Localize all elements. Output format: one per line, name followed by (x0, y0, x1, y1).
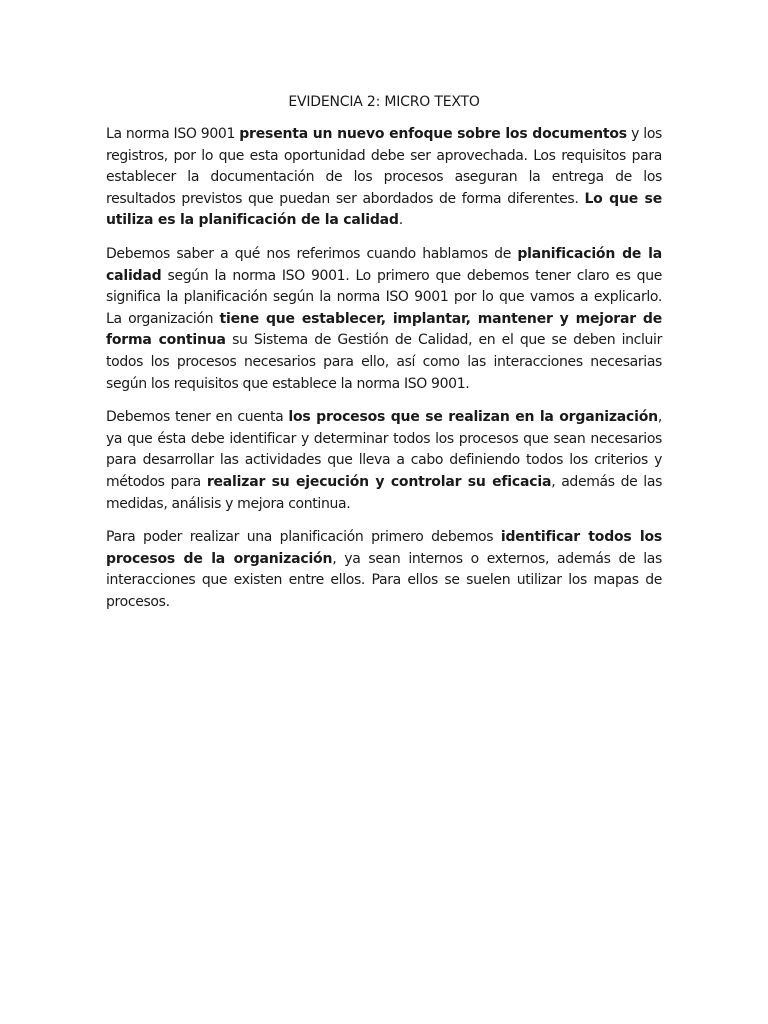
bold-text-segment: realizar su ejecución y controlar su eficacia (206, 473, 552, 490)
bold-text-segment: Lo que se utiliza es la planificación de la calidad (106, 190, 662, 229)
text-segment: Debemos tener en cuenta (106, 409, 289, 426)
text-segment: , ya que ésta debe identificar y determinar todos los procesos que sean necesarios para desarrollar las actividades que lleva a cabo definiendo todos los criterios y métodos para (106, 409, 663, 490)
bold-text-segment: presenta un nuevo enfoque sobre los documentos (239, 126, 627, 142)
bold-text-segment: identificar todos los procesos de la organización (106, 529, 662, 567)
paragraph-3 (106, 407, 662, 515)
text-segment: Debemos saber a qué nos referimos cuando hablamos de (106, 245, 518, 262)
paragraph-1 (106, 124, 662, 232)
text-segment: , además de las medidas, análisis y mejora continua. (106, 473, 663, 512)
document-title: EVIDENCIA 2: MICRO TEXTO (288, 94, 480, 110)
document-page (106, 92, 662, 625)
paragraph-2 (106, 244, 662, 395)
text-segment: . (398, 212, 403, 229)
bold-text-segment: los procesos que se realizan en la organización (288, 409, 658, 426)
text-segment: según la norma ISO 9001. Lo primero que debemos tener claro es que significa la planificación según la norma ISO 9001 por lo que vamos a explicarlo. La organización (106, 267, 662, 327)
text-segment: Para poder realizar una planificación primero debemos (106, 529, 501, 546)
bold-text-segment: planificación de la calidad (106, 245, 663, 284)
text-segment: La norma ISO 9001 (106, 126, 240, 142)
paragraph-4 (106, 527, 662, 613)
text-segment: y los registros, por lo que esta oportunidad debe ser aprovechada. Los requisitos para establecer la documentación de los procesos aseguran la entrega de los resultados previstos que puedan ser abordados de forma diferentes. (106, 126, 662, 207)
bold-text-segment: tiene que establecer, implantar, mantener y mejorar de forma continua (106, 310, 663, 349)
text-segment: , ya sean internos o externos, además de las interacciones que existen entre ellos. Para ellos se suelen utilizar los mapas de procesos. (106, 550, 662, 610)
text-segment: su Sistema de Gestión de Calidad, en el que se deben incluir todos los procesos necesarios para ello, así como las interacciones necesarias según los requisitos que establece la norma ISO 9001. (106, 332, 662, 392)
